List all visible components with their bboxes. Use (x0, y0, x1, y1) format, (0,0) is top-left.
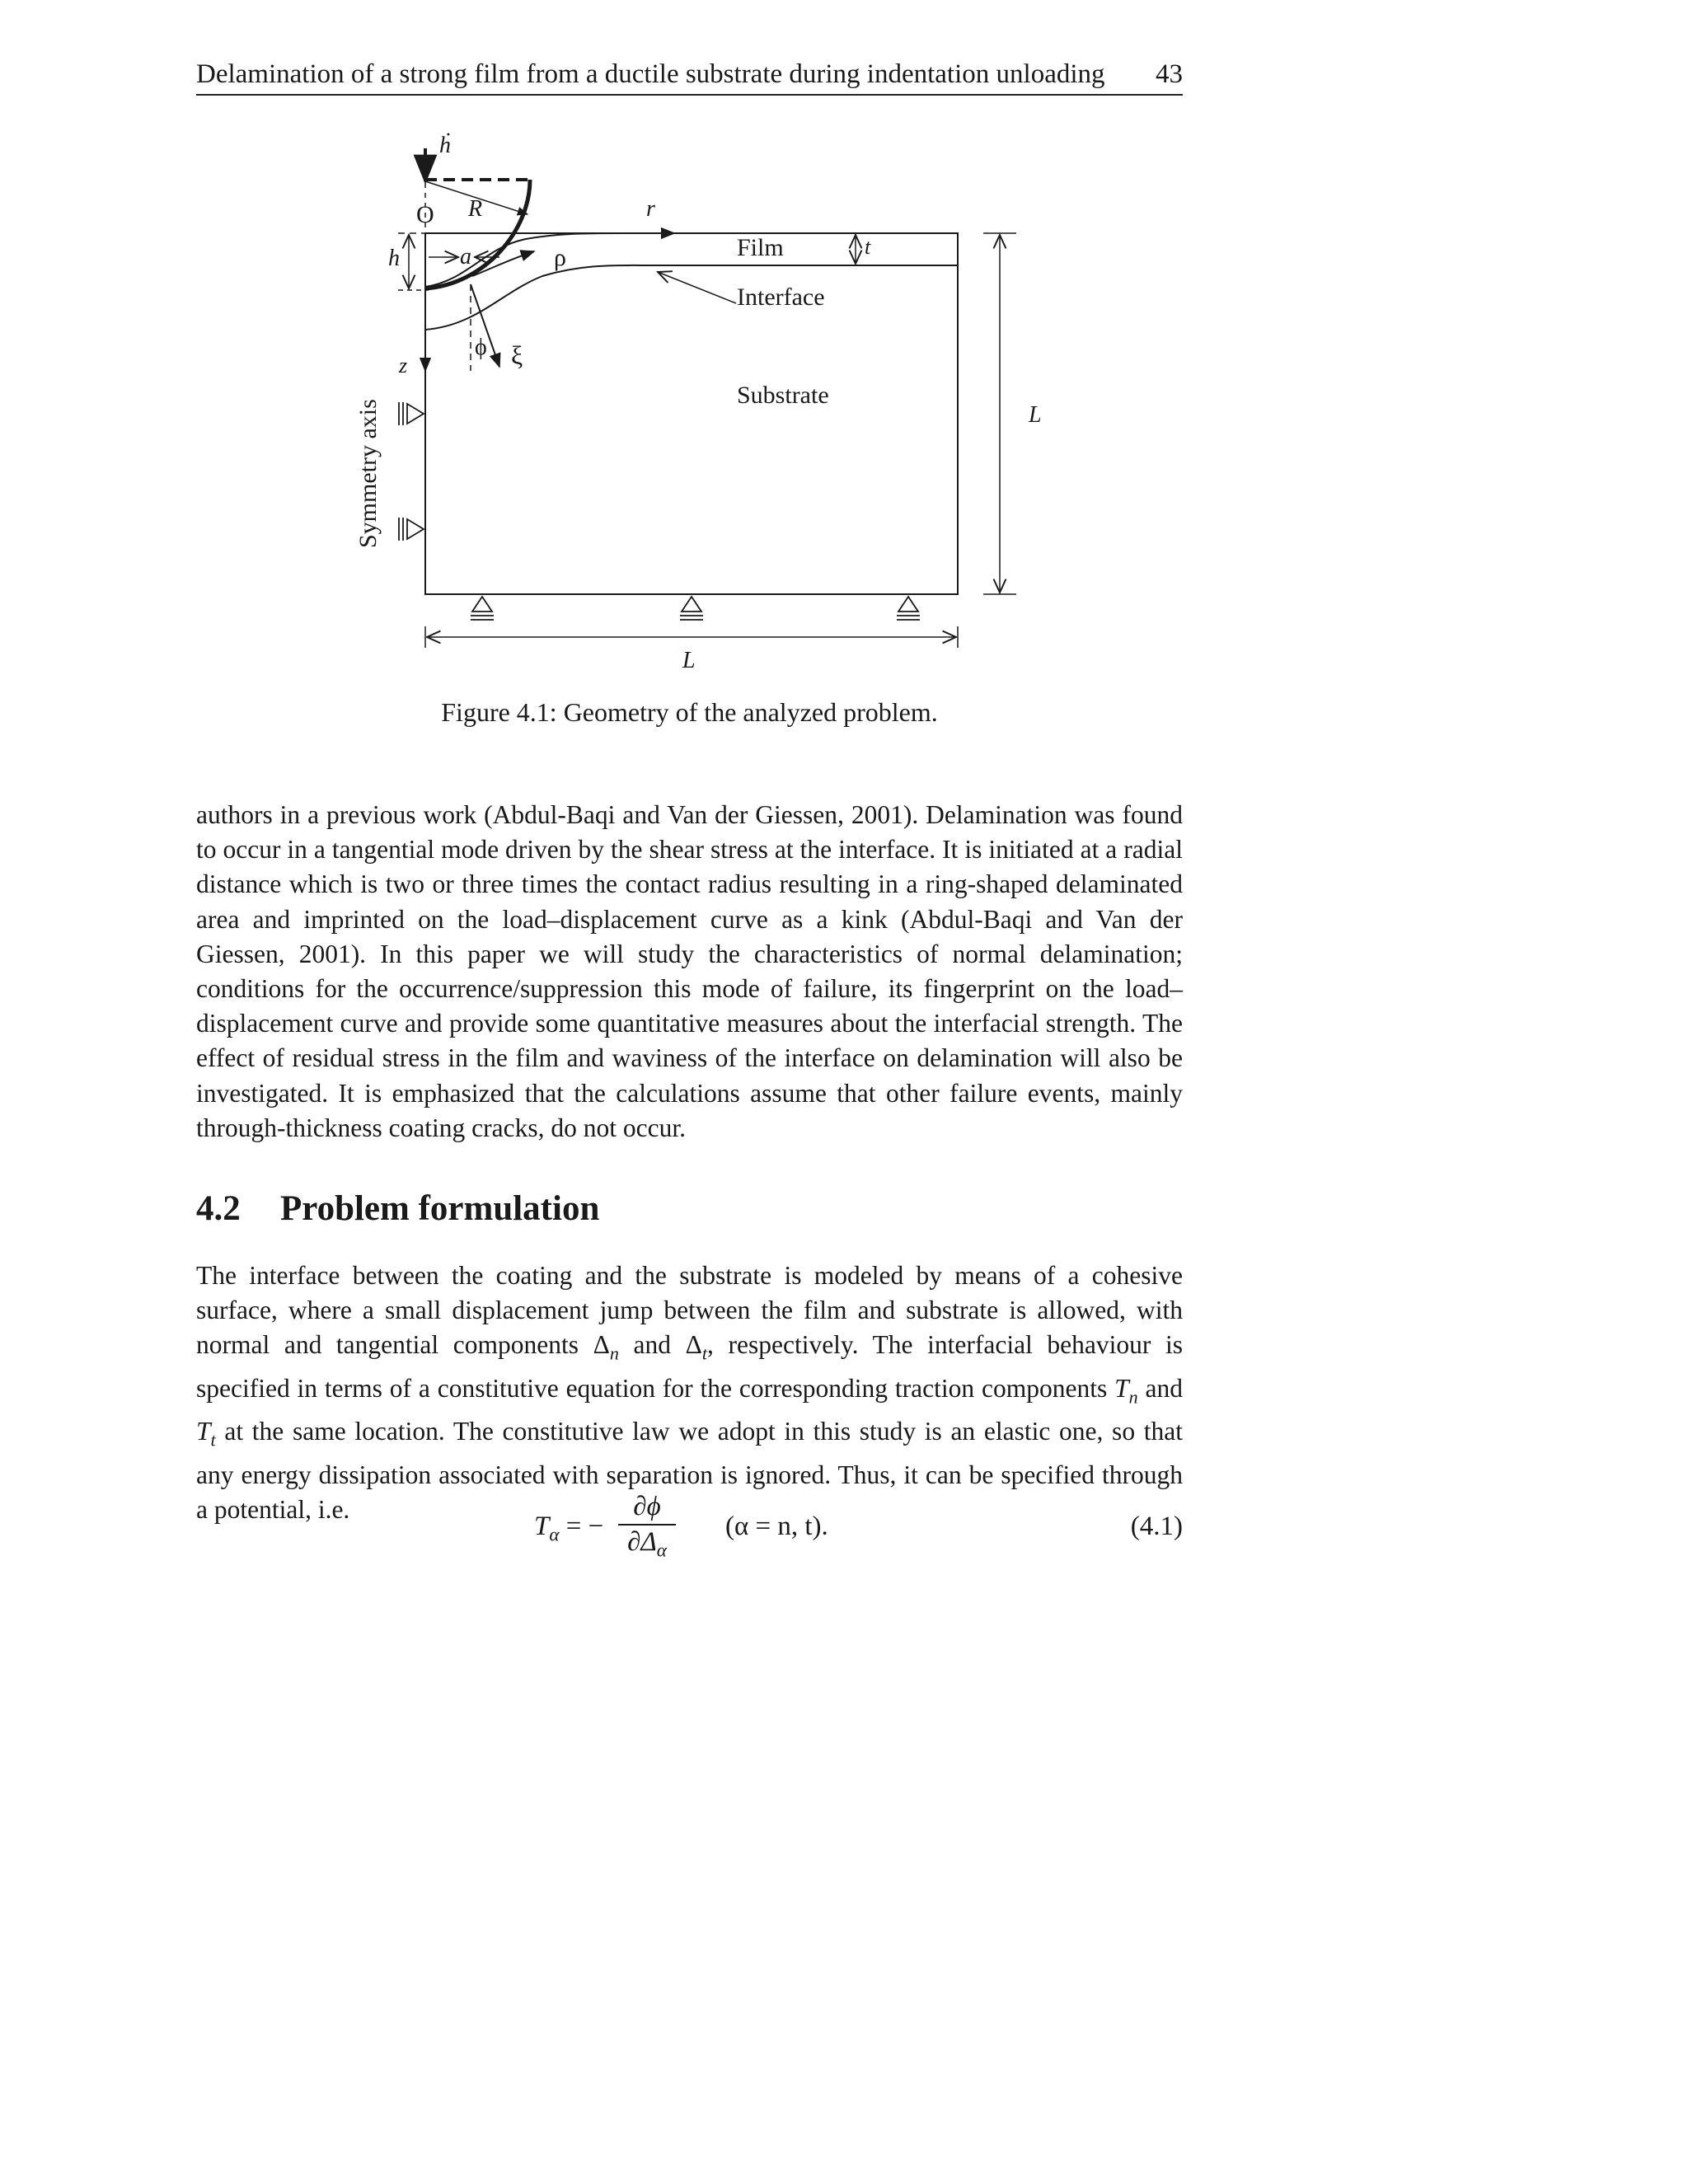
delta-t-symbol: Δ (685, 1330, 702, 1360)
label-L-bottom: L (682, 648, 696, 668)
paragraph2-part3: at the same location. The constitutive law we adopt in this study is an elastic one, so that any energy dissipation associated with separation is ignored. Thus, it can be specified through a potential, i.e. (196, 1417, 1183, 1525)
label-r: r (646, 196, 655, 222)
equation-T-symbol: T (534, 1511, 550, 1541)
bottom-roller-support-right (897, 597, 920, 620)
section-heading (196, 1188, 599, 1229)
geometry-diagram (196, 124, 1183, 668)
label-substrate: Substrate (737, 382, 829, 409)
rho-arrow (472, 251, 534, 276)
delta-t-subscript: t (701, 1343, 708, 1364)
delta-n-subscript: n (609, 1343, 619, 1364)
label-h: h (388, 246, 400, 271)
paragraph-problem-formulation (196, 1258, 1183, 1527)
label-rho: ρ (554, 244, 566, 271)
T-n-subscript: n (1128, 1386, 1138, 1408)
label-phi: ϕ (475, 335, 487, 360)
paragraph2-and2: and (1137, 1373, 1183, 1403)
label-xi: ξ (511, 340, 523, 370)
figure-caption: Figure 4.1: Geometry of the analyzed problem. (441, 697, 938, 727)
label-a: a (460, 244, 471, 269)
equation-denominator-delta: ∂Δ (627, 1527, 657, 1557)
bottom-roller-support-left (471, 597, 494, 620)
equation-denominator-subscript: α (656, 1539, 667, 1561)
label-z: z (399, 354, 408, 377)
page-number: 43 (1156, 59, 1183, 89)
interface-leader-arrow (658, 272, 736, 303)
equation-equals: = − (559, 1511, 604, 1541)
equation-denominator (618, 1526, 676, 1562)
paragraph2-part1: The interface between the coating and the substrate is modeled by means of a cohesive surface, where a small displacement jump between the film and substrate is allowed, with normal and tangential components (196, 1261, 1183, 1360)
bottom-roller-support-middle (680, 597, 703, 620)
equation-fraction (618, 1492, 676, 1562)
label-t: t (865, 235, 871, 259)
label-L-right: L (1029, 402, 1042, 428)
paragraph2-and1: and (618, 1330, 686, 1360)
domain-outline (425, 233, 958, 594)
paragraph-intro-continuation: authors in a previous work (Abdul-Baqi and Van der Giessen, 2001). Delamination was found to occur in a tangential mode driven by the shear stress at the interface. It is initiated at a radial distance which is two or three times the contact radius resulting in a ring-shaped delaminated area and imprinted on the load–displacement curve as a kink (Abdul-Baqi and Van der Giessen, 2001). In this paper we will study the characteristics of normal delamination; conditions for the occurrence/suppression this mode of failure, its fingerprint on the load–displacement curve and provide some quantitative measures about the interfacial strength. The effect of residual stress in the film and waviness of the interface on delamination will also be investigated. It is emphasized that the calculations assume that other failure events, mainly through-thickness coating cracks, do not occur. (196, 800, 1183, 1142)
running-head (196, 58, 1183, 96)
running-head-title: Delamination of a strong film from a ductile substrate during indentation unloading (196, 59, 1105, 89)
left-roller-support-upper (399, 402, 424, 425)
T-n-symbol: T (1114, 1373, 1129, 1403)
label-origin: O (416, 201, 434, 228)
equation-4-1 (196, 1492, 1183, 1566)
equation-lhs (534, 1511, 603, 1546)
label-symmetry-axis: Symmetry axis (354, 399, 382, 548)
label-film: Film (737, 234, 784, 261)
paragraph2-part2: , respectively. The interfacial behaviour is specified in terms of a constitutive equation for the corresponding traction components (196, 1330, 1183, 1403)
film-surface-curve (425, 233, 625, 287)
figure-geometry (196, 124, 1183, 668)
equation-number: (4.1) (1130, 1511, 1183, 1541)
T-t-subscript: t (210, 1429, 216, 1451)
equation-lhs-subscript: α (549, 1523, 560, 1545)
label-R: R (468, 196, 483, 222)
section-title: Problem formulation (280, 1189, 600, 1228)
label-h-dot: ḣ (439, 133, 451, 158)
equation-numerator: ∂ϕ (618, 1492, 676, 1526)
label-interface: Interface (737, 284, 825, 311)
delta-n-symbol: Δ (593, 1330, 610, 1360)
left-roller-support-lower (399, 518, 424, 541)
equation-condition: (α = n, t). (725, 1511, 828, 1541)
T-t-symbol: T (196, 1417, 211, 1446)
section-number: 4.2 (196, 1189, 241, 1228)
